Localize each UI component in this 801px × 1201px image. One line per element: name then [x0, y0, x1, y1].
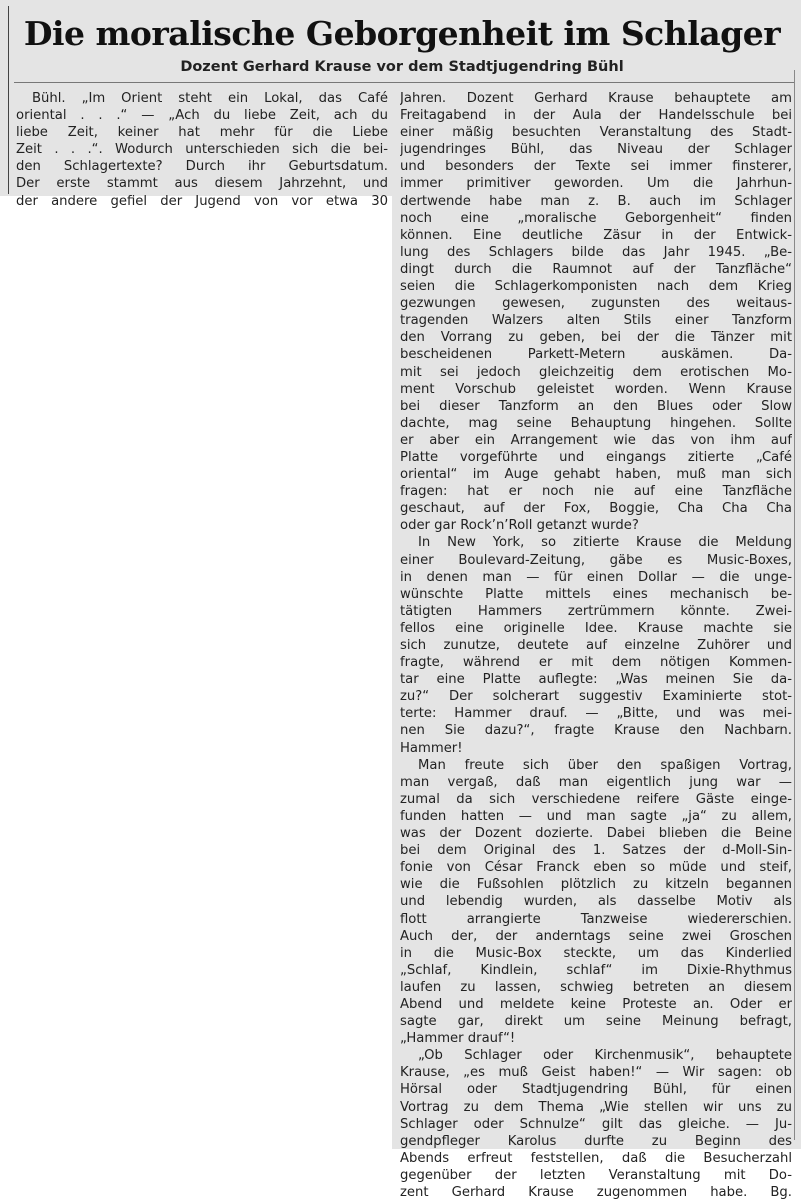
- text-line: Freitagabend in der Aula der Handelsschule bei: [400, 108, 792, 124]
- text-line: tragenden Walzers alten Stils einer Tanzform: [400, 313, 792, 329]
- text-line: fragte, während er mit dem nötigen Kommen-: [400, 655, 792, 671]
- text-line: Platte vorgeführte und eingangs zitierte „Café: [400, 449, 792, 465]
- text-line: Hammer!: [400, 740, 463, 756]
- text-line: den Schlagertexte? Durch ihr Geburtsdatum.: [16, 159, 388, 175]
- text-line: Auch der, der anderntags seine zwei Groschen: [400, 928, 792, 944]
- text-line: gendpfleger Karolus durfte zu Beginn des: [400, 1133, 792, 1149]
- text-line: zu?“ Der solcherart suggestiv Examinierte stot-: [400, 689, 792, 705]
- text-line: nen Sie dazu?“, fragte Krause den Nachbarn.: [400, 723, 792, 739]
- text-line: oriental . . .“ — „Ach du liebe Zeit, ach du: [16, 108, 388, 124]
- header-divider: [14, 82, 794, 83]
- text-line: laufen zu lassen, schwieg betreten an diesem: [400, 979, 792, 995]
- text-line: bei dieser Tanzform an den Blues oder Slow: [400, 398, 792, 414]
- text-line: können. Eine deutliche Zäsur in der Entwick-: [400, 227, 792, 243]
- text-line: zumal da sich verschiedene reifere Gäste einge-: [400, 791, 792, 807]
- text-line: oder gar Rock’n’Roll getanzt wurde?: [400, 518, 639, 534]
- text-line: in denen man — für einen Dollar — die unge-: [400, 569, 792, 585]
- text-line: Schlager oder Schnulze“ gilt das gleiche. — Ju-: [400, 1116, 792, 1132]
- article-headline: Die moralische Geborgenheit im Schlager: [23, 14, 781, 53]
- text-line: dertwende habe man z. B. auch im Schlager: [400, 193, 792, 209]
- text-line: lung des Schlagers bilde das Jahr 1945. „Be-: [400, 244, 792, 260]
- text-line: was der Dozent dozierte. Dabei blieben die Beine: [400, 826, 792, 842]
- text-line: gegenüber der letzten Veranstaltung mit Do-: [400, 1167, 792, 1183]
- text-line: zent Gerhard Krause zugenommen habe. Bg.: [400, 1185, 792, 1200]
- article-subheadline: Dozent Gerhard Krause vor dem Stadtjugendring Bühl: [180, 59, 624, 75]
- text-line: und besonders der Texte sei immer finsterer,: [400, 159, 792, 175]
- text-line: liebe Zeit, keiner hat mehr für die Liebe: [16, 125, 388, 141]
- text-line: und lebendig wurden, als dasselbe Motiv als: [400, 894, 792, 910]
- text-line: der andere gefiel der Jugend von vor etwa 30: [16, 193, 388, 209]
- text-line: Abend und meldete keine Proteste an. Oder er: [400, 996, 792, 1012]
- text-line: mit sei jedoch gleichzeitig dem erotischen Mo-: [400, 364, 792, 380]
- text-line: fellos eine originelle Idee. Krause machte sie: [400, 620, 792, 636]
- text-line: Man freute sich über den spaßigen Vortrag,: [418, 757, 792, 773]
- text-line: dachte, mag seine Behauptung hingehen. Sollte: [400, 415, 792, 431]
- text-line: funden hatten — und man sagte „ja“ zu allem,: [400, 808, 792, 824]
- text-line: wie die Fußsohlen plötzlich zu kitzeln begannen: [400, 877, 792, 893]
- text-line: Abends erfreut feststellen, daß die Besucherzahl: [400, 1150, 792, 1166]
- text-line: wünschte Platte mittels eines mechanisch be-: [400, 586, 792, 602]
- text-line: Jahren. Dozent Gerhard Krause behauptete am: [400, 91, 792, 106]
- text-line: In New York, so zitierte Krause die Meldung: [418, 535, 792, 551]
- text-line: man vergaß, daß man eigentlich jung war —: [400, 774, 792, 790]
- text-line: ment Vorschub geleistet worden. Wenn Krause: [400, 381, 792, 397]
- text-line: Krause, „es muß Geist haben!“ — Wir sagen: ob: [400, 1065, 792, 1081]
- right-border-line: [794, 70, 795, 1140]
- text-line: terte: Hammer drauf. — „Bitte, und was mei-: [400, 706, 792, 722]
- text-line: bei dem Original des 1. Satzes der d-Moll-Sin-: [400, 843, 792, 859]
- text-line: „Schlaf, Kindlein, schlaf“ im Dixie-Rhythmus: [400, 962, 792, 978]
- text-line: Bühl. „Im Orient steht ein Lokal, das Café: [32, 91, 388, 106]
- article-column-1: [16, 90, 388, 210]
- text-line: oriental“ im Auge gehabt haben, muß man sich: [400, 467, 792, 483]
- text-line: Hörsal oder Stadtjugendring Bühl, für einen: [400, 1082, 792, 1098]
- text-line: sich zunutze, deutete auf einzelne Zuhörer und: [400, 638, 792, 653]
- text-line: Vortrag zu dem Thema „Wie stellen wir uns zu: [400, 1099, 792, 1115]
- text-line: Zeit . . .“. Wodurch unterschieden sich die bei-: [16, 142, 388, 158]
- text-line: „Hammer drauf“!: [400, 1031, 516, 1047]
- text-line: bescheidenen Parkett-Metern auskämen. Da-: [400, 347, 792, 363]
- text-line: sagte gar, direkt um seine Meinung befragt,: [400, 1014, 792, 1030]
- text-line: noch eine „moralische Geborgenheit“ finden: [400, 210, 792, 226]
- text-line: einer Boulevard-Zeitung, gäbe es Music-Boxes,: [400, 552, 792, 568]
- left-border-line: [8, 6, 9, 194]
- article-column-2: [400, 90, 792, 1201]
- text-line: in die Music-Box steckte, um das Kinderlied: [400, 945, 792, 961]
- text-line: er aber ein Arrangement wie das von ihm auf: [400, 432, 792, 448]
- text-line: tätigten Hammers zertrümmern könnte. Zwei-: [400, 603, 792, 619]
- text-line: gezwungen gewesen, zugunsten des weitaus-: [400, 296, 792, 312]
- text-line: tar eine Platte auflegte: „Was meinen Sie da-: [400, 672, 792, 688]
- text-line: jugendringes Bühl, das Niveau der Schlager: [400, 142, 792, 158]
- text-line: „Ob Schlager oder Kirchenmusik“, behauptete: [418, 1048, 792, 1064]
- text-line: fragen: hat er noch nie auf eine Tanzfläche: [400, 484, 792, 500]
- text-line: einer mäßig besuchten Veranstaltung des Stadt-: [400, 125, 792, 141]
- text-line: immer primitiver geworden. Um die Jahrhun-: [400, 176, 792, 192]
- text-line: geschaut, auf der Fox, Boggie, Cha Cha Cha: [400, 501, 792, 517]
- text-line: dingt durch die Raumnot auf der Tanzfläche“: [400, 261, 792, 277]
- text-line: Der erste stammt aus diesem Jahrzehnt, und: [16, 176, 388, 192]
- text-line: fonie von César Franck eben so müde und steif,: [400, 860, 792, 876]
- text-line: flott arrangierte Tanzweise wiedererschien.: [400, 911, 792, 927]
- text-line: den Vorrang zu geben, bei der die Tänzer mit: [400, 330, 792, 346]
- text-line: seien die Schlagerkomponisten nach dem Krieg: [400, 279, 792, 295]
